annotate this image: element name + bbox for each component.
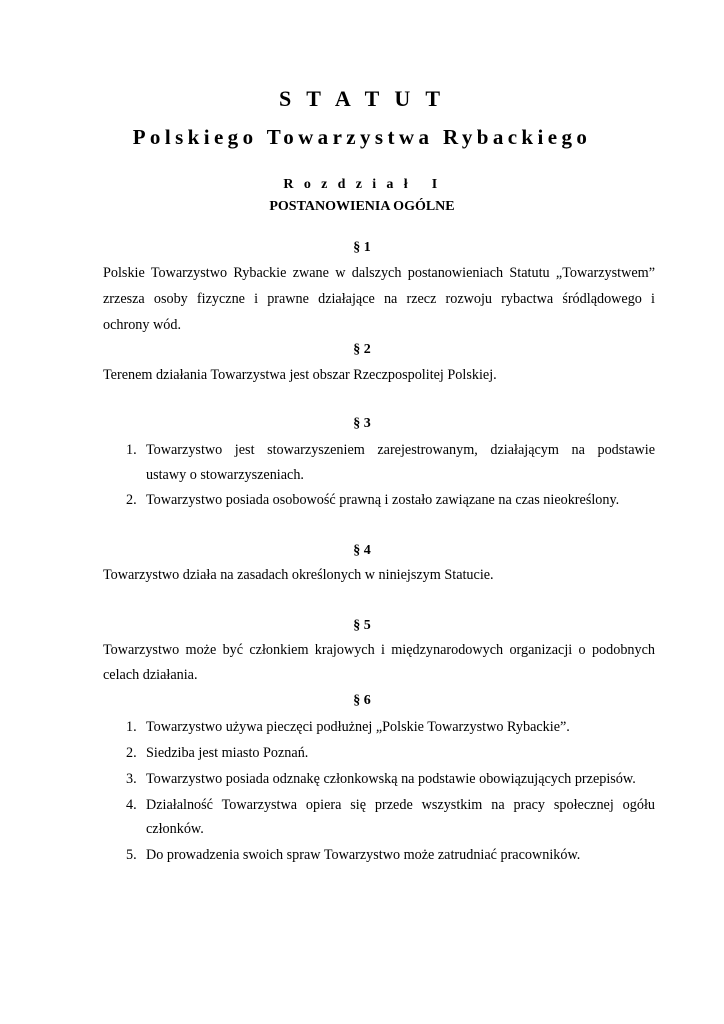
section-6-item-4-line-1: Działalność Towarzystwa opiera się przede wszystkim na pracy społecznej ogółu [146, 797, 655, 813]
section-2-mark: § 2 [353, 342, 371, 357]
section-6-item-5-line-1: Do prowadzenia swoich spraw Towarzystwo może zatrudniać pracowników. [146, 847, 581, 863]
section-6-item-2-line-1: Siedziba jest miasto Poznań. [146, 745, 309, 761]
section-1-line-3: ochrony wód. [103, 317, 182, 333]
section-5-line-2: celach działania. [103, 667, 198, 683]
document-title: S T A T U T [278, 86, 446, 111]
section-6-item-1-line-1: Towarzystwo używa pieczęci podłużnej „Polskie Towarzystwo Rybackie”. [146, 719, 570, 735]
chapter-heading: POSTANOWIENIA OGÓLNE [269, 199, 455, 214]
section-3-item-2-line-1: Towarzystwo posiada osobowość prawną i zostało zawiązane na czas nieokreślony. [146, 492, 620, 508]
section-6-item-4-line-2: członków. [146, 821, 204, 837]
section-6-item-4-number: 4. [126, 797, 137, 813]
section-1-line-1: Polskie Towarzystwo Rybackie zwane w dalszych postanowieniach Statutu „Towarzystwem” [103, 265, 655, 281]
section-5-line-1: Towarzystwo może być członkiem krajowych i międzynarodowych organizacji o podobnych [103, 642, 655, 658]
section-6-mark: § 6 [353, 693, 371, 708]
section-3-item-2-number: 2. [126, 492, 137, 508]
section-6-item-3-number: 3. [126, 771, 137, 787]
section-3-item-1-line-1: Towarzystwo jest stowarzyszeniem zarejestrowanym, działającym na podstawie [146, 442, 655, 458]
section-6-item-5-number: 5. [126, 847, 137, 863]
section-3-item-1-line-2: ustawy o stowarzyszeniach. [146, 467, 304, 483]
section-6-item-1-number: 1. [126, 719, 137, 735]
section-1-mark: § 1 [353, 240, 371, 255]
section-2-text: Terenem działania Towarzystwa jest obszar Rzeczpospolitej Polskiej. [103, 367, 497, 383]
section-3-mark: § 3 [353, 416, 371, 431]
section-6-item-2-number: 2. [126, 745, 137, 761]
chapter-label: R o z d z i a ł I [283, 177, 441, 192]
section-4-text: Towarzystwo działa na zasadach określonych w niniejszym Statucie. [103, 567, 494, 583]
section-3-item-1-number: 1. [126, 442, 137, 458]
section-4-mark: § 4 [353, 543, 371, 558]
section-5-mark: § 5 [353, 618, 371, 633]
section-1-line-2: zrzesza osoby fizyczne i prawne działające na rzecz rozwoju rybactwa śródlądowego i [103, 291, 655, 307]
section-6-item-3-line-1: Towarzystwo posiada odznakę członkowską na podstawie obowiązujących przepisów. [146, 771, 636, 787]
document-subtitle: Polskiego Towarzystwa Rybackiego [132, 125, 592, 149]
